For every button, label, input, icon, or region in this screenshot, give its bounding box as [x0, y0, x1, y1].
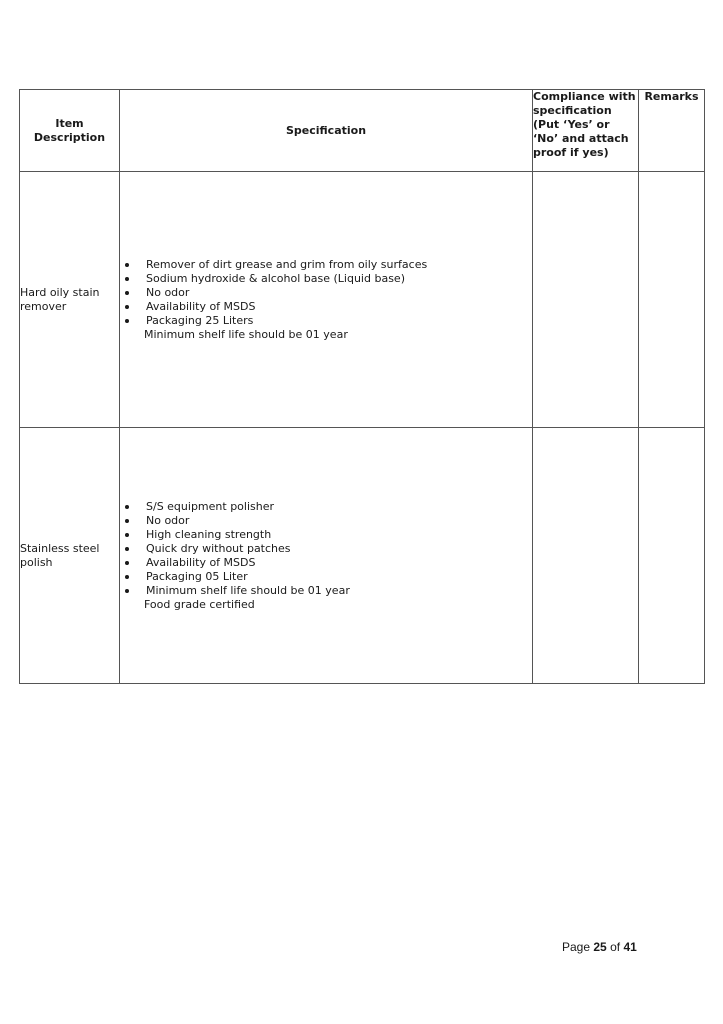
table-row	[20, 172, 705, 428]
list-item: S/S equipment polisher	[120, 500, 532, 514]
list-item: Packaging 05 Liter	[120, 570, 532, 584]
bullet-icon	[125, 547, 129, 551]
header-remarks: Remarks	[639, 90, 705, 172]
bullet-icon	[125, 291, 129, 295]
header-specification: Specification	[120, 90, 533, 172]
list-item: High cleaning strength	[120, 528, 532, 542]
bullet-icon	[125, 505, 129, 509]
bullet-icon	[125, 519, 129, 523]
page-number: 25	[593, 940, 607, 954]
list-item: No odor	[120, 286, 532, 300]
item-description-cell: Hard oily stain remover	[20, 172, 120, 428]
list-item: Availability of MSDS	[120, 300, 532, 314]
list-item: Availability of MSDS	[120, 556, 532, 570]
table-header-row	[20, 90, 705, 172]
list-item: Remover of dirt grease and grim from oily surfaces	[120, 258, 532, 272]
page-label: Page	[562, 940, 591, 954]
bullet-icon	[125, 305, 129, 309]
header-item-description: Item Description	[20, 90, 120, 172]
trailing-note: Minimum shelf life should be 01 year	[144, 327, 348, 341]
remarks-cell[interactable]	[639, 172, 705, 428]
list-item: Sodium hydroxide & alcohol base (Liquid base)	[120, 272, 532, 286]
specification-list	[120, 500, 532, 598]
table-row	[20, 428, 705, 684]
trailing-note: Food grade certified	[144, 597, 255, 611]
of-label: of	[610, 940, 621, 954]
bullet-icon	[125, 561, 129, 565]
bullet-icon	[125, 589, 129, 593]
specification-cell	[120, 172, 533, 428]
specification-table	[19, 89, 705, 684]
list-item: Minimum shelf life should be 01 year	[120, 584, 532, 598]
item-description-cell: Stainless steel polish	[20, 428, 120, 684]
bullet-icon	[125, 575, 129, 579]
list-item: Packaging 25 Liters	[120, 314, 532, 328]
bullet-icon	[125, 319, 129, 323]
compliance-cell[interactable]	[533, 172, 639, 428]
compliance-cell[interactable]	[533, 428, 639, 684]
total-pages: 41	[623, 940, 637, 954]
list-item: Quick dry without patches	[120, 542, 532, 556]
header-compliance: Compliance with specification (Put ‘Yes’ or ‘No’ and attach proof if yes)	[533, 90, 639, 172]
page-footer	[562, 940, 637, 954]
specification-list	[120, 258, 532, 328]
bullet-icon	[125, 263, 129, 267]
bullet-icon	[125, 277, 129, 281]
remarks-cell[interactable]	[639, 428, 705, 684]
specification-cell	[120, 428, 533, 684]
list-item: No odor	[120, 514, 532, 528]
bullet-icon	[125, 533, 129, 537]
